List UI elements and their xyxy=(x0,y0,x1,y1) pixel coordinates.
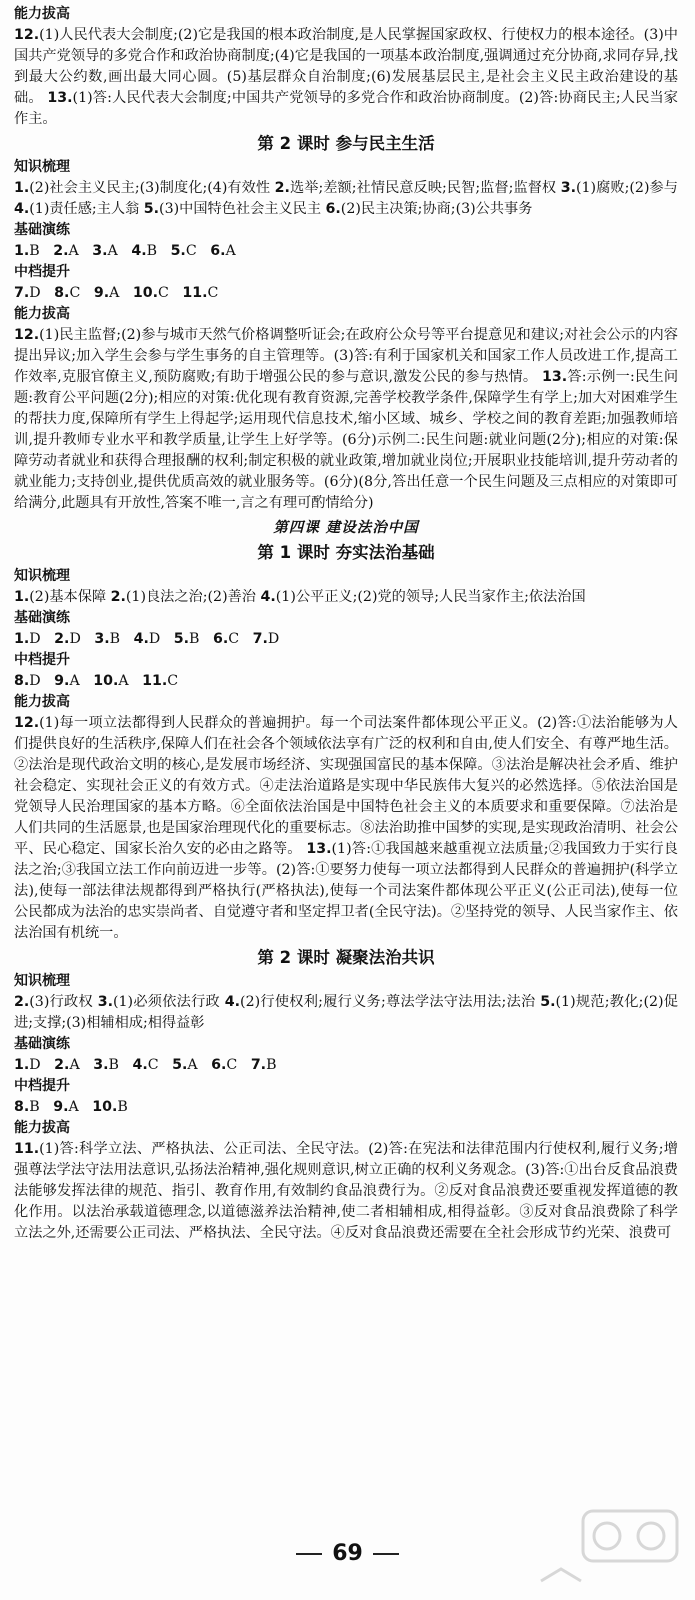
answer-letter: A xyxy=(107,243,118,259)
answer-letter: A xyxy=(225,243,236,259)
question-number: 4. xyxy=(132,1057,148,1073)
page-number: 69 xyxy=(332,1541,363,1566)
answer-text: (3)中国特色社会主义民主 xyxy=(159,201,326,217)
answer-letter: B xyxy=(108,1057,119,1073)
answer-letter: B xyxy=(146,243,158,259)
answer-letter: D xyxy=(29,631,41,647)
question-number: 5. xyxy=(172,1057,188,1073)
section-heading: 中档提升 xyxy=(14,1078,70,1094)
question-number: 13. xyxy=(47,90,73,106)
question-number: 2. xyxy=(53,243,69,259)
question-number: 6. xyxy=(325,201,341,217)
question-number: 3. xyxy=(92,243,108,259)
answer-text: (1)答:人民代表大会制度;中国共产党领导的多党合作和政治协商制度。(2)答:协商民主;人民当家作主。 xyxy=(14,90,678,127)
answer-row xyxy=(14,671,678,692)
answer-letter: D xyxy=(29,673,41,689)
answer-text: (1)人民代表大会制度;(2)它是我国的根本政治制度,是人民掌握国家政权、行使权力的根本途径。(3)中国共产党领导的多党合作和政治协商制度;(4)它是我国的一项基本政治制度,强调通过充分协商,求同存异,找到最大公约数,画出最大同心圆。(5)基层群众自治制度;(6)发展基层民主,是社会主义民主政治建设的基础。 xyxy=(14,27,678,106)
question-number: 1. xyxy=(14,631,30,647)
answer-paragraph xyxy=(14,587,678,608)
question-number: 1. xyxy=(14,243,30,259)
question-number: 12. xyxy=(14,327,40,343)
answer-text: (1)规范;教化;(2)促进;支撑;(3)相辅相成;相得益彰 xyxy=(14,994,678,1031)
answer-text: (1)答:①我国越来越重视立法质量;②我国致力于实行良法之治;③我国立法工作向前迈进一步等。(2)答:①要努力使每一项立法都得到人民群众的普遍拥护(科学立法),使每一部法律法规都得到严格执行(严格执法),使每一个司法案件都体现公平正义(公正司法),使每一位公民都成为法治的忠实崇尚者、自觉遵守者和坚定捍卫者(全民守法)。②坚持党的领导、人民当家作主、依法治国有机统一。 xyxy=(14,841,678,941)
question-number: 4. xyxy=(14,201,30,217)
question-number: 2. xyxy=(274,180,290,196)
question-number: 11. xyxy=(182,285,208,301)
answer-letter: C xyxy=(228,631,240,647)
answer-letter: A xyxy=(69,1057,80,1073)
section-heading: 能力拔高 xyxy=(14,6,70,22)
question-number: 10. xyxy=(92,1099,118,1115)
answer-text: (3)行政权 xyxy=(29,994,98,1010)
question-number: 9. xyxy=(53,1099,69,1115)
answer-row xyxy=(14,283,678,304)
answer-text: (1)必须依法行政 xyxy=(112,994,225,1010)
question-number: 10. xyxy=(132,285,159,301)
answer-letter: C xyxy=(158,285,169,301)
answer-letter: D xyxy=(29,285,41,301)
question-number: 2. xyxy=(110,589,126,605)
question-number: 5. xyxy=(173,631,190,647)
watermark-logo xyxy=(521,1507,681,1597)
answer-row xyxy=(14,1097,678,1118)
question-number: 5. xyxy=(540,994,556,1010)
section-heading: 知识梳理 xyxy=(14,973,70,989)
question-number: 4. xyxy=(260,589,276,605)
question-number: 4. xyxy=(133,631,149,647)
question-number: 1. xyxy=(14,1057,30,1073)
section-heading: 中档提升 xyxy=(14,264,70,280)
answer-letter: B xyxy=(117,1099,128,1115)
question-number: 6. xyxy=(212,631,229,647)
answer-letter: A xyxy=(68,243,79,259)
lesson-title: 第 2 课时 凝聚法治共识 xyxy=(257,948,435,967)
answer-letter: A xyxy=(109,285,120,301)
answer-letter: C xyxy=(147,1057,159,1073)
answer-text: (1)民主监督;(2)参与城市天然气价格调整听证会;在政府公众号等平台提意见和建议;对社会公示的内容提出异议;加入学生会参与学生事务的自主管理等。(3)答:有利于国家机关和国家工作人员改进工作,提高工作效率,克服官僚主义,预防腐败;有助于增强公民的参与意识,激发公民的参与热情。 xyxy=(14,327,678,385)
question-number: 7. xyxy=(252,631,268,647)
answer-text: (1)良法之治;(2)善治 xyxy=(125,589,261,605)
section-heading: 能力拔高 xyxy=(14,1120,70,1136)
answer-text: (2)行使权利;履行义务;尊法学法守法用法;法治 xyxy=(240,994,541,1010)
question-number: 13. xyxy=(306,841,332,857)
lesson-title: 第 1 课时 夯实法治基础 xyxy=(257,543,435,562)
answer-row xyxy=(14,241,678,262)
question-number: 5. xyxy=(143,201,160,217)
answer-paragraph xyxy=(14,992,678,1034)
answer-letter: B xyxy=(266,1057,277,1073)
question-number: 3. xyxy=(97,994,113,1010)
question-number: 1. xyxy=(14,589,30,605)
answer-letter: A xyxy=(187,1057,198,1073)
answer-letter: C xyxy=(185,243,197,259)
section-heading: 中档提升 xyxy=(14,652,70,668)
answer-paragraph xyxy=(14,1139,678,1244)
question-number: 13. xyxy=(542,369,568,385)
question-number: 3. xyxy=(560,180,576,196)
answer-text: (2)民主决策;协商;(3)公共事务 xyxy=(340,201,533,217)
answer-letter: C xyxy=(69,285,81,301)
answer-text: 选举;差额;社情民意反映;民智;监督;监督权 xyxy=(289,180,561,196)
answer-letter: B xyxy=(29,243,40,259)
question-number: 2. xyxy=(14,994,30,1010)
question-number: 3. xyxy=(94,631,110,647)
answer-letter: C xyxy=(167,673,179,689)
answer-paragraph xyxy=(14,25,678,130)
question-number: 7. xyxy=(14,285,30,301)
question-number: 4. xyxy=(131,243,147,259)
question-number: 8. xyxy=(14,673,30,689)
answer-letter: D xyxy=(148,631,161,647)
answer-text: (1)责任感;主人翁 xyxy=(29,201,144,217)
answer-letter: D xyxy=(267,631,280,647)
question-number: 10. xyxy=(93,673,119,689)
answer-paragraph xyxy=(14,713,678,944)
question-number: 1. xyxy=(14,180,30,196)
section-heading: 知识梳理 xyxy=(14,568,70,584)
answer-text: (1)每一项立法都得到人民群众的普遍拥护。每一个司法案件都体现公平正义。(2)答:①法治能够为人们提供良好的生活秩序,保障人们在社会各个领域依法享有广泛的权利和自由,使人们安全、有尊严地生活。②法治是现代政治文明的核心,是发展市场经济、实现强国富民的基本保障。③法治是解决社会矛盾、维护社会稳定、实现社会正义的有效方式。④走法治道路是实现中华民族伟大复兴的必然选择。⑤依法治国是党领导人民治理国家的基本方略。⑥全面依法治国是中国特色社会主义的本质要求和重要保障。⑦法治是人们共同的生活愿景,也是国家治理现代化的重要标志。⑧法治助推中国梦的实现,是实现政治清明、社会公平、民心稳定、国家长治久安的必由之路等。 xyxy=(14,715,678,857)
answer-text: (2)基本保障 xyxy=(29,589,111,605)
question-number: 2. xyxy=(54,631,70,647)
answer-letter: B xyxy=(29,1099,40,1115)
chapter-title: 第四课 建设法治中国 xyxy=(273,519,419,536)
question-number: 4. xyxy=(224,994,241,1010)
answer-page xyxy=(14,4,678,1244)
answer-paragraph xyxy=(14,325,678,514)
answer-letter: A xyxy=(118,673,129,689)
answer-row xyxy=(14,629,678,650)
answer-letter: A xyxy=(69,673,80,689)
answer-letter: C xyxy=(226,1057,238,1073)
section-heading: 基础演练 xyxy=(14,610,70,626)
footer-dash-left xyxy=(296,1553,322,1555)
answer-text: (1)答:科学立法、严格执法、公正司法、全民守法。(2)答:在宪法和法律范围内行使权利,履行义务;增强尊法学法守法用法意识,弘扬法治精神,强化规则意识,树立正确的权利义务观念。(3)答:①出台反食品浪费法能够发挥法律的规范、指引、教育作用,有效制约食品浪费行为。②反对食品浪费还要重视发挥道德的教化作用。以法治承载道德理念,以道德滋养法治精神,使二者相辅相成,相得益彰。③反对食品浪费除了科学立法之外,还需要公正司法、严格执法、全民守法。④反对食品浪费还需要在全社会形成节约光荣、浪费可 xyxy=(14,1141,678,1241)
question-number: 8. xyxy=(54,285,70,301)
question-number: 2. xyxy=(54,1057,70,1073)
answer-text: (1)腐败;(2)参与 xyxy=(576,180,678,196)
question-number: 6. xyxy=(210,243,226,259)
question-number: 11. xyxy=(142,673,168,689)
answer-letter: B xyxy=(109,631,121,647)
answer-letter: A xyxy=(68,1099,79,1115)
lesson-title: 第 2 课时 参与民主生活 xyxy=(257,134,435,153)
question-number: 3. xyxy=(93,1057,109,1073)
answer-letter: C xyxy=(207,285,219,301)
question-number: 7. xyxy=(250,1057,267,1073)
question-number: 12. xyxy=(14,715,40,731)
answer-letter: B xyxy=(189,631,200,647)
question-number: 9. xyxy=(93,285,110,301)
section-heading: 能力拔高 xyxy=(14,694,70,710)
answer-paragraph xyxy=(14,178,678,220)
question-number: 9. xyxy=(54,673,70,689)
section-heading: 基础演练 xyxy=(14,1036,70,1052)
question-number: 6. xyxy=(211,1057,227,1073)
question-number: 12. xyxy=(14,27,40,43)
footer-dash-right xyxy=(373,1553,399,1555)
section-heading: 能力拔高 xyxy=(14,306,70,322)
question-number: 5. xyxy=(170,243,186,259)
question-number: 11. xyxy=(14,1141,40,1157)
answer-text: (2)社会主义民主;(3)制度化;(4)有效性 xyxy=(29,180,275,196)
section-heading: 知识梳理 xyxy=(14,159,70,175)
question-number: 8. xyxy=(14,1099,30,1115)
section-heading: 基础演练 xyxy=(14,222,70,238)
answer-text: (1)公平正义;(2)党的领导;人民当家作主;依法治国 xyxy=(275,589,586,605)
answer-text: 答:示例一:民生问题:教育公平问题(2分);相应的对策:优化现有教育资源,完善学校教学条件,保障学生有学上;加大对困难学生的帮扶力度,保障所有学生上得起学;运用现代信息技术,缩小区域、城乡、学校之间的教育差距;加强教师培训,提升教师专业水平和教学质量,让学生上好学等。(6分)示例二:民生问题:就业问题(2分);相应的对策:保障劳动者就业和获得合理报酬的权利;制定积极的就业政策,增加就业岗位;开展职业技能培训,提升劳动者的就业能力;支持创业,提供优质高效的就业服务等。(6分)(8分,答出任意一个民生问题及三点相应的对策即可给满分,此题具有开放性,答案不唯一,言之有理可酌情给分) xyxy=(14,369,679,511)
answer-letter: D xyxy=(69,631,81,647)
answer-row xyxy=(14,1055,678,1076)
answer-letter: D xyxy=(29,1057,41,1073)
